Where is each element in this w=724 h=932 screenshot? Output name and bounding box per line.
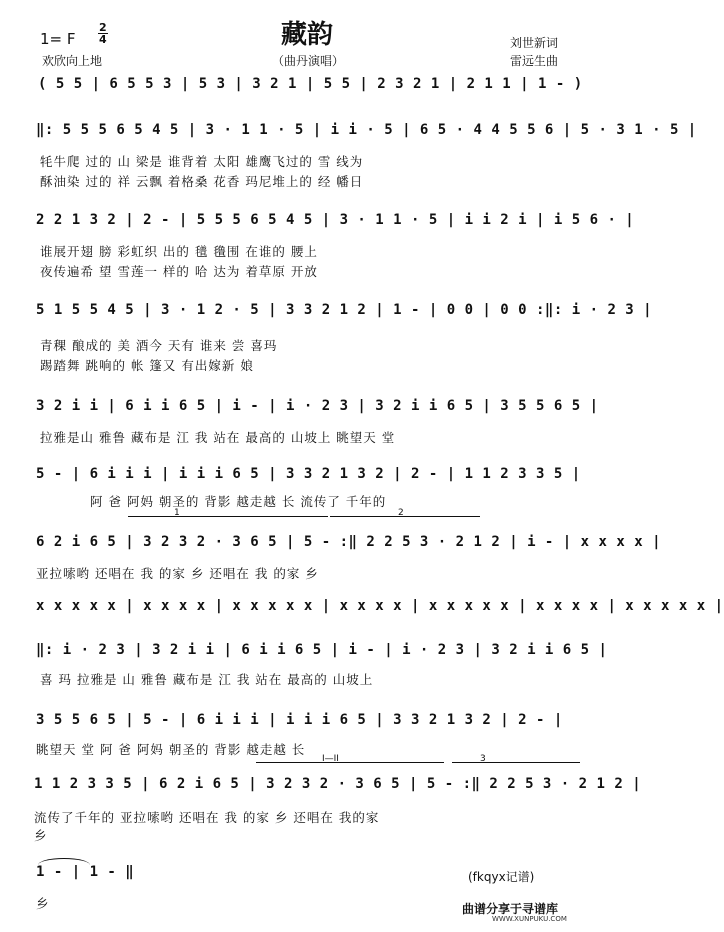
lyric-line: 牦牛爬 过的 山 梁是 谁背着 太阳 雄鹰飞过的 雪 线为	[40, 154, 364, 169]
volta-bracket-1-2: I—II	[256, 762, 444, 763]
score-line: 5 1 5 5 4 5 | 3 · 1 2 · 5 | 3 3 2 1 2 | 1 - | 0 0 | 0 0 :‖: i · 2 3 |	[36, 302, 653, 318]
composer: 雷远生曲	[510, 54, 559, 68]
score-line: 1 - | 1 - ‖	[36, 864, 135, 880]
score-line: ( 5 5 | 6 5 5 3 | 5 3 | 3 2 1 | 5 5 | 2 3 2 1 | 2 1 1 | 1 - )	[38, 76, 583, 92]
time-signature-top: 2	[99, 21, 107, 34]
lyric-line: 亚拉嗦哟 还唱在 我 的家 乡 还唱在 我 的家 乡	[36, 566, 319, 581]
score-line: x x x x x | x x x x | x x x x x | x x x x | x x x x x | x x x x | x x x x x |	[36, 598, 724, 614]
lyric-line: 流传了千年的 亚拉嗦哟 还唱在 我 的家 乡 还唱在 我的家	[34, 810, 380, 825]
lyric-line: 酥油染 过的 祥 云飘 着格桑 花香 玛尼堆上的 经 幡日	[40, 174, 364, 189]
lyric-line: 乡	[34, 828, 48, 843]
lyric-line: 眺望天 堂 阿 爸 阿妈 朝圣的 背影 越走越 长	[36, 742, 306, 757]
song-title: 藏韵	[280, 20, 333, 50]
lyric-line: 拉雅是山 雅鲁 藏布是 江 我 站在 最高的 山坡上 眺望天 堂	[40, 430, 396, 445]
score-line: 1 1 2 3 3 5 | 6 2 i 6 5 | 3 2 3 2 · 3 6 5 | 5 - :‖ 2 2 5 3 · 2 1 2 |	[34, 776, 642, 792]
lyric-line: 阿 爸 阿妈 朝圣的 背影 越走越 长 流传了 千年的	[90, 494, 387, 509]
expression-mark: 欢欣向上地	[42, 54, 103, 68]
volta-bracket-3: 3	[452, 762, 580, 763]
lyric-line: 喜 玛 拉雅是 山 雅鲁 藏布是 江 我 站在 最高的 山坡上	[40, 672, 374, 687]
watermark-url: WWW.XUNPUKU.COM	[492, 915, 567, 923]
watermark	[452, 900, 596, 922]
lyric-line: 谁展开翅 膀 彩虹织 出的 氆 氇围 在谁的 腰上	[40, 244, 318, 259]
score-line: 2 2 1 3 2 | 2 - | 5 5 5 6 5 4 5 | 3 · 1 1 · 5 | i i 2 i | i 5 6 · |	[36, 212, 635, 228]
score-line: 3 2 i i | 6 i i 6 5 | i - | i · 2 3 | 3 2 i i 6 5 | 3 5 5 6 5 |	[36, 398, 599, 414]
lyric-line: 踢踏舞 跳响的 帐 篷又 有出嫁新 娘	[40, 358, 254, 373]
lyric-line: 青稞 酿成的 美 酒今 天有 谁来 尝 喜玛	[40, 338, 278, 353]
lyric-line: 乡	[36, 896, 50, 911]
score-line: 5 - | 6 i i i | i i i 6 5 | 3 3 2 1 3 2 | 2 - | 1 1 2 3 3 5 |	[36, 466, 581, 482]
time-signature-bottom: 4	[99, 33, 107, 46]
performer: （曲丹演唱）	[272, 54, 345, 68]
lyric-line: 夜传遍希 望 雪莲一 样的 哈 达为 着草原 开放	[40, 264, 318, 279]
score-line: 6 2 i 6 5 | 3 2 3 2 · 3 6 5 | 5 - :‖ 2 2 5 3 · 2 1 2 | i - | x x x x |	[36, 534, 662, 550]
score-line: ‖: 5 5 5 6 5 4 5 | 3 · 1 1 · 5 | i i · 5 | 6 5 · 4 4 5 5 6 | 5 · 3 1 · 5 |	[36, 122, 697, 138]
key-signature: 1= F	[40, 30, 76, 48]
lyricist: 刘世新词	[510, 36, 559, 50]
volta-bracket-2: 2	[330, 516, 480, 517]
score-line: ‖: i · 2 3 | 3 2 i i | 6 i i 6 5 | i - | i · 2 3 | 3 2 i i 6 5 |	[36, 642, 608, 658]
watermark-site: 曲谱分享于寻谱库	[462, 902, 559, 916]
transcriber-credit: (fkqyx记谱)	[468, 870, 535, 884]
tie-arc	[38, 858, 90, 865]
time-signature	[98, 22, 108, 45]
score-line: 3 5 5 6 5 | 5 - | 6 i i i | i i i 6 5 | 3 3 2 1 3 2 | 2 - |	[36, 712, 563, 728]
volta-bracket-1: 1	[128, 516, 328, 517]
